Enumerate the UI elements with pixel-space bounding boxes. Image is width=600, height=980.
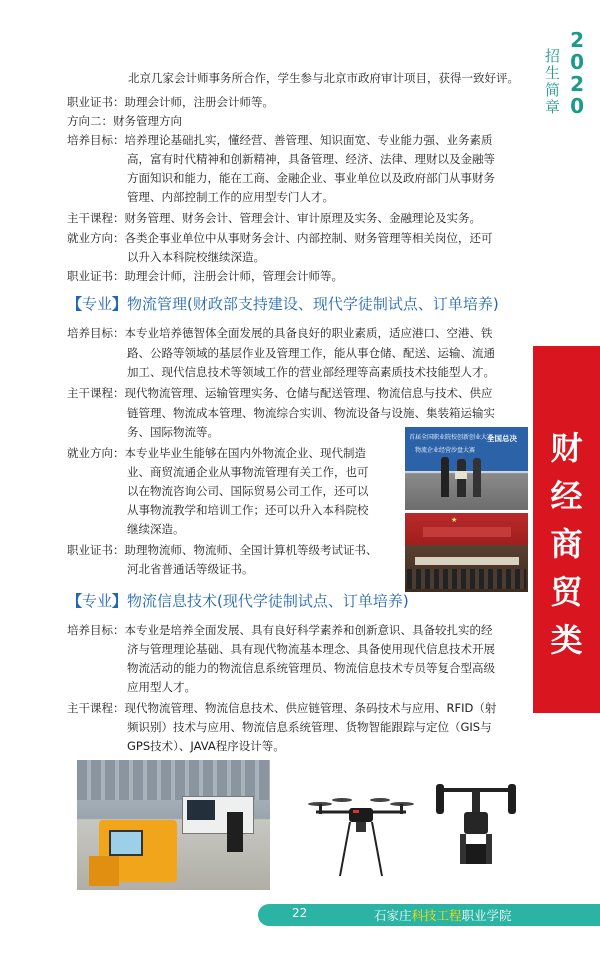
brochure-char: 生 — [544, 64, 560, 82]
text-line: 链管理、物流成本管理、物流综合实训、物流设备与设施、集装箱运输实 — [127, 406, 495, 420]
year-digit: 2 — [570, 72, 584, 96]
page-footer — [258, 904, 600, 926]
text-line: 主干课程：现代物流管理、物流信息技术、供应链管理、条码技术与应用、RFID（射 — [67, 701, 497, 715]
text-line: 路、公路等领域的基层作业及管理工作，能从事仓储、配送、运输、流通 — [127, 346, 495, 360]
text-line: 主干课程：财务管理、财务会计、管理会计、审计原理及实务、金融理论及实务。 — [67, 211, 481, 225]
text-line: 应用型人才。 — [127, 680, 196, 694]
text-line: 主干课程：现代物流管理、运输管理实务、仓储与配送管理、物流信息与技术、供应 — [67, 386, 493, 400]
major-heading: 【专业】物流管理(财政部支持建设、现代学徒制试点、订单培养) — [67, 295, 499, 313]
text-line: 方面知识和能力，能在工商、金融企业、事业单位以及政府部门从事财务 — [127, 171, 495, 185]
photo-caption: 首届全国职业院校创新创业大赛 — [409, 434, 494, 441]
meeting-hall-photo — [405, 513, 528, 592]
photo-caption: 全国总决 — [487, 434, 517, 443]
brochure-char: 招 — [544, 47, 560, 65]
text-line: 从事物流教学和培训工作；还可以升入本科院校 — [127, 503, 369, 517]
text-line: 继续深造。 — [127, 522, 185, 536]
banner-char: 类 — [550, 621, 583, 659]
major-title: 物流信息技术(现代学徒制试点、订单培养) — [127, 592, 409, 610]
text-line: GPS技术）、JAVA程序设计等。 — [127, 739, 285, 753]
logistics-lab-photo — [77, 760, 270, 890]
gimbal-image — [436, 778, 516, 878]
banner-char: 财 — [550, 429, 583, 467]
page-number: 22 — [292, 906, 308, 920]
award-ceremony-photo — [405, 427, 528, 510]
text-line: 频识别）技术与应用、物流信息系统管理、货物智能跟踪与定位（GIS与 — [127, 720, 492, 734]
text-line: 就业方向：各类企事业单位中从事财务会计、内部控制、财务管理等相关岗位，还可 — [67, 231, 493, 245]
brochure-char: 章 — [544, 98, 560, 116]
year-digit: 0 — [570, 50, 584, 74]
major-heading: 【专业】物流信息技术(现代学徒制试点、订单培养) — [67, 592, 409, 610]
text-line: 高，富有时代精神和创新精神，具备管理、经济、法律、理财以及金融等 — [127, 152, 495, 166]
text-line: 河北省普通话等级证书。 — [127, 562, 254, 576]
text-line: 方向二：财务管理方向 — [67, 114, 182, 128]
text-line: 培养目标：本专业是培养全面发展、具有良好科学素养和创新意识、具备较扎实的经 — [67, 623, 493, 637]
brochure-char: 简 — [544, 81, 560, 99]
text-line: 职业证书：助理会计师，注册会计师等。 — [67, 95, 274, 109]
year-digit: 2 — [570, 28, 584, 52]
drone-image — [306, 790, 416, 882]
text-line: 物流活动的能力的物流信息系统管理员、物流信息技术专员等复合型高级 — [127, 661, 495, 675]
text-line: 业、商贸流通企业从事物流管理有关工作，也可 — [127, 465, 369, 479]
major-title: 物流管理(财政部支持建设、现代学徒制试点、订单培养) — [127, 295, 499, 313]
school-name: 石家庄科技工程职业学院 — [374, 908, 512, 923]
year-digit: 0 — [570, 94, 584, 118]
text-line: 以升入本科院校继续深造。 — [127, 250, 265, 264]
banner-char: 商 — [550, 525, 583, 563]
text-line: 济与管理理论基础、具有现代物流基本理念、具备使用现代信息技术开展 — [127, 642, 495, 656]
text-line: 培养目标：培养理论基础扎实，懂经营、善管理、知识面宽、专业能力强、业务素质 — [67, 133, 493, 147]
text-line: 就业方向：本专业毕业生能够在国内外物流企业、现代制造 — [67, 446, 366, 460]
banner-char: 经 — [550, 477, 583, 515]
logo-mark: ★ — [451, 516, 458, 524]
text-line: 培养目标：本专业培养德智体全面发展的具备良好的职业素质，适应港口、空港、铁 — [67, 326, 493, 340]
text-line: 职业证书：助理会计师，注册会计师，管理会计师等。 — [67, 269, 343, 283]
text-line: 北京几家会计师事务所合作，学生参与北京市政府审计项目，获得一致好评。 — [128, 71, 519, 85]
text-line: 务、国际物流等。 — [127, 425, 219, 439]
banner-char: 贸 — [550, 573, 583, 611]
text-line: 加工、现代信息技术等领域工作的营业部经理等高素质技术技能型人才。 — [127, 365, 495, 379]
text-line: 管理、内部控制工作的应用型专门人才。 — [127, 190, 334, 204]
text-line: 职业证书：助理物流师、物流师、全国计算机等级考试证书、 — [67, 543, 378, 557]
text-line: 以在物流咨询公司、国际贸易公司工作，还可以 — [127, 484, 369, 498]
photo-caption: 物流企业经营沙盘大赛 — [415, 447, 476, 454]
category-banner — [533, 346, 600, 713]
